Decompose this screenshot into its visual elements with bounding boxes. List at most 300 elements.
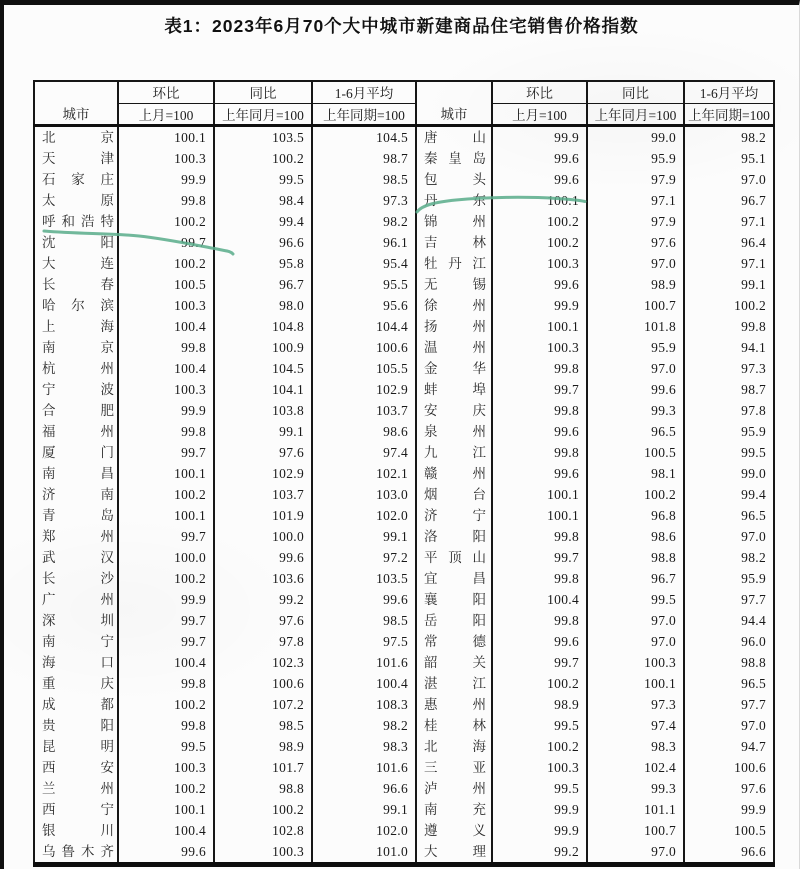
city-cell-left <box>34 778 118 799</box>
city-cell-right <box>416 211 492 232</box>
mom-value-right: 99.9 <box>492 799 587 820</box>
header-avg-base-left: 上年同期=100 <box>312 104 416 126</box>
avg-value-left: 103.0 <box>312 484 416 505</box>
avg-value-left: 98.7 <box>312 148 416 169</box>
mom-value-right: 100.3 <box>492 757 587 778</box>
avg-value-left: 100.4 <box>312 673 416 694</box>
header-avg-base-right: 上年同期=100 <box>684 104 774 126</box>
avg-value-left: 99.6 <box>312 589 416 610</box>
city-name: 海口 <box>42 655 114 670</box>
city-name: 杭州 <box>42 361 114 376</box>
city-cell-left <box>34 190 118 211</box>
city-cell-left <box>34 841 118 865</box>
table-row <box>34 610 774 631</box>
city-cell-right <box>416 190 492 211</box>
city-name: 郑州 <box>42 529 114 544</box>
city-cell-left <box>34 295 118 316</box>
city-name: 西宁 <box>42 802 114 817</box>
header-city-left: 城市 <box>34 81 118 126</box>
header-mom-base-left: 上月=100 <box>118 104 214 126</box>
city-name: 韶关 <box>424 655 486 670</box>
yoy-value-left: 100.9 <box>214 337 312 358</box>
city-cell-left <box>34 820 118 841</box>
mom-value-left: 100.0 <box>118 547 214 568</box>
mom-value-right: 99.8 <box>492 400 587 421</box>
yoy-value-left: 101.9 <box>214 505 312 526</box>
table-row <box>34 211 774 232</box>
avg-value-right: 99.1 <box>684 274 774 295</box>
mom-value-left: 100.1 <box>118 126 214 149</box>
yoy-value-right: 98.3 <box>587 736 684 757</box>
avg-value-left: 102.1 <box>312 463 416 484</box>
mom-value-right: 99.7 <box>492 547 587 568</box>
yoy-value-left: 99.2 <box>214 589 312 610</box>
mom-value-left: 100.2 <box>118 778 214 799</box>
page-title: 表1：2023年6月70个大中城市新建商品住宅销售价格指数 <box>164 16 639 36</box>
city-cell-left <box>34 547 118 568</box>
avg-value-left: 95.6 <box>312 295 416 316</box>
header-yoy-base-left: 上年同月=100 <box>214 104 312 126</box>
city-cell-right <box>416 463 492 484</box>
table-row <box>34 463 774 484</box>
yoy-value-right: 97.0 <box>587 841 684 865</box>
city-name: 锦州 <box>424 214 486 229</box>
avg-value-right: 98.2 <box>684 547 774 568</box>
yoy-value-right: 97.0 <box>587 358 684 379</box>
mom-value-left: 100.2 <box>118 568 214 589</box>
city-cell-right <box>416 358 492 379</box>
city-cell-right <box>416 715 492 736</box>
mom-value-left: 99.7 <box>118 631 214 652</box>
city-cell-right <box>416 379 492 400</box>
city-name: 泸州 <box>424 781 486 796</box>
yoy-value-left: 100.3 <box>214 841 312 865</box>
city-name: 桂林 <box>424 718 486 733</box>
city-name: 太原 <box>42 193 114 208</box>
yoy-value-right: 100.7 <box>587 820 684 841</box>
yoy-value-right: 95.9 <box>587 148 684 169</box>
yoy-value-left: 97.6 <box>214 610 312 631</box>
table-row <box>34 631 774 652</box>
city-cell-left <box>34 589 118 610</box>
yoy-value-left: 99.6 <box>214 547 312 568</box>
city-cell-right <box>416 652 492 673</box>
city-name: 包头 <box>424 172 486 187</box>
mom-value-right: 100.1 <box>492 190 587 211</box>
mom-value-right: 99.6 <box>492 169 587 190</box>
yoy-value-left: 100.0 <box>214 526 312 547</box>
yoy-value-left: 103.7 <box>214 484 312 505</box>
mom-value-right: 99.2 <box>492 841 587 865</box>
city-cell-right <box>416 694 492 715</box>
avg-value-left: 98.2 <box>312 211 416 232</box>
avg-value-left: 105.5 <box>312 358 416 379</box>
avg-value-right: 99.8 <box>684 316 774 337</box>
city-cell-right <box>416 442 492 463</box>
avg-value-right: 95.1 <box>684 148 774 169</box>
avg-value-right: 98.7 <box>684 379 774 400</box>
mom-value-left: 100.4 <box>118 820 214 841</box>
city-cell-left <box>34 232 118 253</box>
yoy-value-left: 102.3 <box>214 652 312 673</box>
header-avg-left: 1-6月平均 <box>312 81 416 104</box>
mom-value-left: 99.7 <box>118 232 214 253</box>
yoy-value-right: 97.0 <box>587 610 684 631</box>
yoy-value-right: 96.8 <box>587 505 684 526</box>
city-cell-right <box>416 505 492 526</box>
mom-value-left: 100.4 <box>118 358 214 379</box>
avg-value-left: 102.0 <box>312 820 416 841</box>
yoy-value-right: 97.3 <box>587 694 684 715</box>
city-name: 温州 <box>424 340 486 355</box>
avg-value-right: 99.0 <box>684 463 774 484</box>
city-name: 长沙 <box>42 571 114 586</box>
avg-value-right: 96.5 <box>684 505 774 526</box>
mom-value-right: 100.3 <box>492 253 587 274</box>
city-name: 天津 <box>42 151 114 166</box>
avg-value-left: 98.3 <box>312 736 416 757</box>
avg-value-right: 96.0 <box>684 631 774 652</box>
city-cell-right <box>416 778 492 799</box>
mom-value-left: 100.1 <box>118 463 214 484</box>
yoy-value-right: 101.1 <box>587 799 684 820</box>
city-name: 深圳 <box>42 613 114 628</box>
city-cell-left <box>34 757 118 778</box>
mom-value-right: 99.8 <box>492 610 587 631</box>
city-cell-left <box>34 211 118 232</box>
avg-value-left: 97.4 <box>312 442 416 463</box>
mom-value-left: 100.3 <box>118 757 214 778</box>
avg-value-right: 97.7 <box>684 694 774 715</box>
avg-value-left: 101.0 <box>312 841 416 865</box>
table-row <box>34 337 774 358</box>
table-row <box>34 589 774 610</box>
header-mom-right: 环比 <box>492 81 587 104</box>
mom-value-left: 100.4 <box>118 316 214 337</box>
mom-value-left: 100.2 <box>118 253 214 274</box>
city-name: 重庆 <box>42 676 114 691</box>
table-row <box>34 841 774 865</box>
mom-value-left: 99.7 <box>118 610 214 631</box>
avg-value-right: 99.9 <box>684 799 774 820</box>
header-yoy-right: 同比 <box>587 81 684 104</box>
yoy-value-right: 102.4 <box>587 757 684 778</box>
avg-value-right: 97.0 <box>684 526 774 547</box>
table-row <box>34 190 774 211</box>
city-name: 长春 <box>42 277 114 292</box>
mom-value-right: 99.7 <box>492 652 587 673</box>
table-row <box>34 484 774 505</box>
yoy-value-right: 97.1 <box>587 190 684 211</box>
city-cell-right <box>416 232 492 253</box>
header-yoy-base-right: 上年同月=100 <box>587 104 684 126</box>
avg-value-left: 96.6 <box>312 778 416 799</box>
mom-value-right: 99.6 <box>492 148 587 169</box>
city-name: 石家庄 <box>42 172 114 187</box>
table-row <box>34 652 774 673</box>
table-row <box>34 526 774 547</box>
city-name: 厦门 <box>42 445 114 460</box>
avg-value-left: 98.5 <box>312 169 416 190</box>
yoy-value-right: 100.7 <box>587 295 684 316</box>
city-name: 秦皇岛 <box>424 151 486 166</box>
avg-value-left: 104.5 <box>312 126 416 149</box>
avg-value-right: 98.2 <box>684 126 774 149</box>
yoy-value-right: 99.0 <box>587 126 684 149</box>
city-cell-right <box>416 568 492 589</box>
city-name: 泉州 <box>424 424 486 439</box>
city-name: 常德 <box>424 634 486 649</box>
yoy-value-left: 95.8 <box>214 253 312 274</box>
city-cell-right <box>416 526 492 547</box>
yoy-value-left: 101.7 <box>214 757 312 778</box>
avg-value-left: 95.5 <box>312 274 416 295</box>
yoy-value-left: 97.8 <box>214 631 312 652</box>
avg-value-left: 97.5 <box>312 631 416 652</box>
city-cell-left <box>34 379 118 400</box>
mom-value-left: 100.2 <box>118 211 214 232</box>
city-cell-left <box>34 736 118 757</box>
mom-value-left: 100.3 <box>118 295 214 316</box>
price-index-table <box>33 80 775 867</box>
avg-value-left: 100.6 <box>312 337 416 358</box>
yoy-value-left: 104.1 <box>214 379 312 400</box>
city-cell-right <box>416 589 492 610</box>
yoy-value-left: 96.6 <box>214 232 312 253</box>
city-name: 遵义 <box>424 823 486 838</box>
city-name: 西安 <box>42 760 114 775</box>
city-name: 平顶山 <box>424 550 486 565</box>
yoy-value-left: 104.5 <box>214 358 312 379</box>
city-name: 北海 <box>424 739 486 754</box>
city-cell-left <box>34 274 118 295</box>
yoy-value-right: 98.1 <box>587 463 684 484</box>
mom-value-right: 99.6 <box>492 463 587 484</box>
avg-value-right: 95.9 <box>684 421 774 442</box>
table-row <box>34 169 774 190</box>
avg-value-left: 98.2 <box>312 715 416 736</box>
yoy-value-left: 100.2 <box>214 799 312 820</box>
city-name: 北京 <box>42 130 114 145</box>
city-name: 赣州 <box>424 466 486 481</box>
city-cell-left <box>34 400 118 421</box>
city-cell-left <box>34 463 118 484</box>
city-cell-right <box>416 673 492 694</box>
mom-value-left: 99.9 <box>118 589 214 610</box>
city-name: 扬州 <box>424 319 486 334</box>
avg-value-right: 97.6 <box>684 778 774 799</box>
yoy-value-right: 96.5 <box>587 421 684 442</box>
avg-value-right: 100.5 <box>684 820 774 841</box>
mom-value-left: 100.4 <box>118 652 214 673</box>
avg-value-left: 97.3 <box>312 190 416 211</box>
table-row <box>34 421 774 442</box>
mom-value-left: 99.9 <box>118 400 214 421</box>
yoy-value-right: 99.5 <box>587 589 684 610</box>
mom-value-left: 99.7 <box>118 526 214 547</box>
yoy-value-right: 96.7 <box>587 568 684 589</box>
city-name: 徐州 <box>424 298 486 313</box>
city-name: 贵阳 <box>42 718 114 733</box>
avg-value-right: 97.0 <box>684 715 774 736</box>
yoy-value-left: 100.6 <box>214 673 312 694</box>
avg-value-right: 96.5 <box>684 673 774 694</box>
city-cell-left <box>34 568 118 589</box>
mom-value-left: 99.5 <box>118 736 214 757</box>
city-name: 岳阳 <box>424 613 486 628</box>
mom-value-left: 100.2 <box>118 484 214 505</box>
yoy-value-right: 99.3 <box>587 400 684 421</box>
table-row <box>34 820 774 841</box>
header-mom-base-right: 上月=100 <box>492 104 587 126</box>
yoy-value-left: 100.2 <box>214 148 312 169</box>
yoy-value-right: 100.2 <box>587 484 684 505</box>
mom-value-left: 99.8 <box>118 337 214 358</box>
mom-value-right: 99.9 <box>492 126 587 149</box>
mom-value-left: 100.1 <box>118 505 214 526</box>
avg-value-right: 95.9 <box>684 568 774 589</box>
table-body <box>34 126 774 865</box>
yoy-value-right: 100.5 <box>587 442 684 463</box>
mom-value-right: 98.9 <box>492 694 587 715</box>
city-cell-right <box>416 253 492 274</box>
city-name: 三亚 <box>424 760 486 775</box>
city-cell-left <box>34 421 118 442</box>
mom-value-left: 99.7 <box>118 442 214 463</box>
avg-value-left: 99.1 <box>312 799 416 820</box>
city-cell-right <box>416 799 492 820</box>
yoy-value-right: 97.0 <box>587 631 684 652</box>
city-name: 唐山 <box>424 130 486 145</box>
city-cell-right <box>416 484 492 505</box>
header-mom-left: 环比 <box>118 81 214 104</box>
avg-value-right: 96.6 <box>684 841 774 865</box>
avg-value-right: 97.1 <box>684 211 774 232</box>
city-cell-left <box>34 694 118 715</box>
table-row <box>34 126 774 149</box>
city-cell-left <box>34 316 118 337</box>
city-name: 济宁 <box>424 508 486 523</box>
avg-value-left: 97.2 <box>312 547 416 568</box>
city-name: 银川 <box>42 823 114 838</box>
city-cell-left <box>34 358 118 379</box>
yoy-value-left: 102.9 <box>214 463 312 484</box>
mom-value-left: 99.8 <box>118 673 214 694</box>
yoy-value-left: 102.8 <box>214 820 312 841</box>
yoy-value-left: 98.9 <box>214 736 312 757</box>
mom-value-right: 100.1 <box>492 316 587 337</box>
table-row <box>34 673 774 694</box>
city-name: 湛江 <box>424 676 486 691</box>
yoy-value-right: 97.4 <box>587 715 684 736</box>
yoy-value-left: 98.0 <box>214 295 312 316</box>
mom-value-left: 99.9 <box>118 169 214 190</box>
mom-value-right: 99.8 <box>492 442 587 463</box>
avg-value-left: 98.5 <box>312 610 416 631</box>
mom-value-left: 100.3 <box>118 379 214 400</box>
mom-value-left: 99.6 <box>118 841 214 865</box>
city-name: 洛阳 <box>424 529 486 544</box>
mom-value-right: 100.1 <box>492 505 587 526</box>
city-cell-right <box>416 820 492 841</box>
city-name: 武汉 <box>42 550 114 565</box>
yoy-value-right: 95.9 <box>587 337 684 358</box>
table-row <box>34 148 774 169</box>
mom-value-right: 99.6 <box>492 631 587 652</box>
mom-value-right: 100.2 <box>492 736 587 757</box>
table-row <box>34 547 774 568</box>
avg-value-right: 100.2 <box>684 295 774 316</box>
avg-value-right: 97.0 <box>684 169 774 190</box>
mom-value-left: 100.5 <box>118 274 214 295</box>
mom-value-right: 99.8 <box>492 358 587 379</box>
city-cell-left <box>34 673 118 694</box>
city-cell-right <box>416 736 492 757</box>
city-cell-right <box>416 757 492 778</box>
city-name: 合肥 <box>42 403 114 418</box>
city-name: 南充 <box>424 802 486 817</box>
city-cell-left <box>34 484 118 505</box>
yoy-value-right: 98.8 <box>587 547 684 568</box>
avg-value-right: 97.8 <box>684 400 774 421</box>
avg-value-right: 97.1 <box>684 253 774 274</box>
avg-value-left: 101.6 <box>312 757 416 778</box>
avg-value-right: 97.7 <box>684 589 774 610</box>
yoy-value-right: 98.9 <box>587 274 684 295</box>
mom-value-right: 99.5 <box>492 778 587 799</box>
city-cell-right <box>416 421 492 442</box>
city-cell-left <box>34 169 118 190</box>
city-name: 呼和浩特 <box>42 214 114 229</box>
city-name: 南京 <box>42 340 114 355</box>
city-name: 丹东 <box>424 193 486 208</box>
mom-value-right: 99.9 <box>492 820 587 841</box>
city-cell-left <box>34 799 118 820</box>
table-row <box>34 253 774 274</box>
table-row <box>34 505 774 526</box>
city-cell-left <box>34 337 118 358</box>
table-row <box>34 715 774 736</box>
city-name: 宜昌 <box>424 571 486 586</box>
mom-value-left: 99.8 <box>118 421 214 442</box>
city-name: 吉林 <box>424 235 486 250</box>
city-name: 烟台 <box>424 487 486 502</box>
city-cell-right <box>416 337 492 358</box>
header-yoy-left: 同比 <box>214 81 312 104</box>
yoy-value-left: 107.2 <box>214 694 312 715</box>
avg-value-right: 97.3 <box>684 358 774 379</box>
city-name: 广州 <box>42 592 114 607</box>
city-name: 九江 <box>424 445 486 460</box>
city-name: 无锡 <box>424 277 486 292</box>
table-row <box>34 316 774 337</box>
avg-value-left: 99.1 <box>312 526 416 547</box>
city-cell-left <box>34 253 118 274</box>
table-row <box>34 379 774 400</box>
city-cell-right <box>416 400 492 421</box>
yoy-value-left: 103.5 <box>214 126 312 149</box>
avg-value-left: 96.1 <box>312 232 416 253</box>
avg-value-left: 108.3 <box>312 694 416 715</box>
city-name: 金华 <box>424 361 486 376</box>
city-name: 青岛 <box>42 508 114 523</box>
city-name: 上海 <box>42 319 114 334</box>
mom-value-right: 100.2 <box>492 211 587 232</box>
avg-value-left: 103.5 <box>312 568 416 589</box>
yoy-value-right: 100.3 <box>587 652 684 673</box>
mom-value-right: 99.9 <box>492 295 587 316</box>
mom-value-right: 99.6 <box>492 421 587 442</box>
